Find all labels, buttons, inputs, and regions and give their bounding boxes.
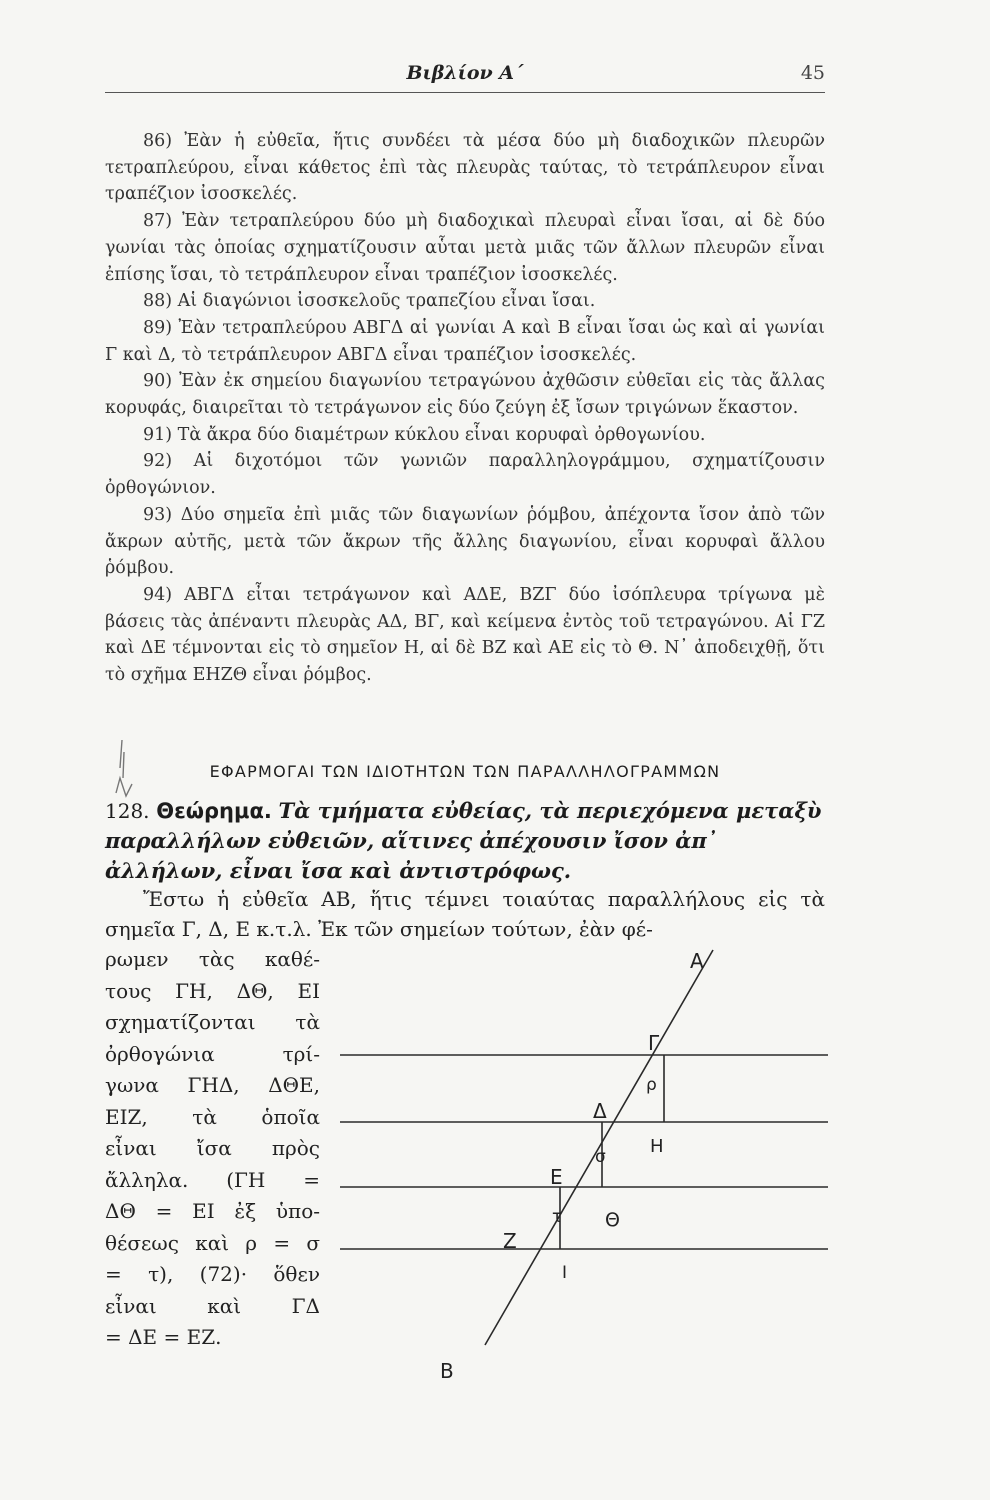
label-rho: ρ	[646, 1075, 657, 1095]
theorem-number: 128.	[105, 799, 150, 823]
proof-line: εἶναι καὶ ΓΔ	[105, 1293, 320, 1318]
page-number: 45	[800, 62, 825, 84]
theorem-statement: Τὰ τμήματα εὐθείας, τὰ περιεχόμενα μεταξὺ παραλλήλων εὐθειῶν, αἵτινες ἀπέχουσιν ἴσον ἀπ᾽ ἀλλήλων, εἶναι ἴσα καὶ ἀντιστρόφως.	[105, 798, 822, 883]
label-H: Η	[650, 1136, 664, 1157]
proof-line: γωνα ΓΗΔ, ΔΘΕ,	[105, 1073, 320, 1097]
label-B: Β	[440, 1359, 454, 1380]
parallel-lines-figure	[340, 940, 830, 1380]
proof-line: ΔΘ = ΕΙ ἐξ ὑπο-	[105, 1199, 320, 1223]
proof-line: ὀρθογώνια τρί-	[105, 1041, 320, 1066]
label-sigma: σ	[595, 1147, 606, 1167]
label-A: Α	[690, 949, 704, 973]
exercise-90: 90) Ἐὰν ἐκ σημείου διαγωνίου τετραγώνου ἀχθῶσιν εὐθεῖαι εἰς τὰς ἄλλας κορυφάς, διαιρεῖται τὸ τετράγωνον εἰς δύο ζεύγη ἐξ ἴσων τριγώνων ἕκαστον.	[105, 371, 825, 419]
exercise-93: 93) Δύο σημεῖα ἐπὶ μιᾶς τῶν διαγωνίων ῥόμβου, ἀπέχοντα ἴσον ἀπὸ τῶν ἄκρων αὐτῆς, μετὰ τῶν ἄκρων τῆς ἄλλης διαγωνίου, εἶναι κορυφαὶ ἄλλου ῥόμβου.	[105, 504, 825, 579]
label-I: Ι	[562, 1263, 568, 1283]
proof-line: ΕΙΖ, τὰ ὁποῖα	[105, 1104, 320, 1129]
label-D: Δ	[593, 1099, 607, 1123]
exercise-86: 86) Ἐὰν ἡ εὐθεῖα, ἥτις συνδέει τὰ μέσα δύο μὴ διαδοχικῶν πλευρῶν τετραπλεύρου, εἶναι κάθετος ἐπὶ τὰς πλευρὰς ταύτας, τὸ τετράπλευρον εἶναι τραπέζιον ἰσοσκελές.	[105, 131, 825, 205]
exercise-89: 89) Ἐὰν τετραπλεύρου ΑΒΓΔ αἱ γωνίαι Α καὶ Β εἶναι ἴσαι ὡς καὶ αἱ γωνίαι Γ καὶ Δ, τὸ τετράπλευρον ΑΒΓΔ εἶναι τραπέζιον ἰσοσκελές.	[105, 317, 825, 365]
book-title: Βιβλίον Α΄	[406, 62, 524, 84]
exercise-91: 91) Τὰ ἄκρα δύο διαμέτρων κύκλου εἶναι κορυφαὶ ὀρθογωνίου.	[143, 424, 706, 445]
label-G: Γ	[648, 1031, 660, 1055]
theorem-label: Θεώρημα.	[156, 799, 272, 823]
label-Th: Θ	[605, 1209, 620, 1231]
proof-line: σχηματίζονται τὰ	[105, 1010, 320, 1034]
section-heading: ΕΦΑΡΜΟΓΑΙ ΤΩΝ ΙΔΙΟΤΗΤΩΝ ΤΩΝ ΠΑΡΑΛΛΗΛΟΓΡΑΜΜΩΝ	[209, 762, 721, 781]
theorem-128	[105, 796, 825, 886]
proof-line: εἶναι ἴσα πρὸς	[105, 1136, 320, 1160]
proof-line: = ΔΕ = ΕΖ.	[105, 1325, 222, 1349]
label-tau: τ	[552, 1207, 563, 1227]
proof-intro-text: Ἔστω ἡ εὐθεῖα ΑΒ, ἥτις τέμνει τοιαύτας παραλλήλους εἰς τὰ σημεῖα Γ, Δ, Ε κ.τ.λ. Ἐκ τῶν σημείων τούτων, ἐὰν φέ-	[105, 887, 825, 941]
running-header	[105, 58, 825, 93]
proof-line: τους ΓΗ, ΔΘ, ΕΙ	[105, 978, 320, 1003]
proof-line: = τ), (72)· ὅθεν	[105, 1262, 320, 1286]
proof-intro	[105, 884, 825, 944]
proof-line: θέσεως καὶ ρ = σ	[105, 1230, 320, 1255]
proof-line: ρωμεν τὰς καθέ-	[105, 947, 320, 971]
label-Z: Ζ	[503, 1229, 517, 1253]
label-E: Ε	[550, 1165, 563, 1189]
exercise-88: 88) Αἱ διαγώνιοι ἰσοσκελοῦς τραπεζίου εἶναι ἴσαι.	[143, 291, 596, 312]
proof-column	[105, 944, 320, 1354]
exercise-87: 87) Ἐὰν τετραπλεύρου δύο μὴ διαδοχικαὶ πλευραὶ εἶναι ἴσαι, αἱ δὲ δύο γωνίαι τὰς ὁποίας σχηματίζουσιν αὗται μετὰ μιᾶς τῶν ἄλλων πλευρῶν εἶναι ἐπίσης ἴσαι, τὸ τετράπλευρον εἶναι τραπέζιον ἰσοσκελές.	[105, 211, 825, 285]
proof-line: ἄλληλα. (ΓΗ =	[105, 1167, 320, 1192]
exercise-list	[105, 128, 825, 689]
exercise-94: 94) ΑΒΓΔ εἶται τετράγωνον καὶ ΑΔΕ, ΒΖΓ δύο ἰσόπλευρα τρίγωνα μὲ βάσεις τὰς ἀπέναντι πλευρὰς ΑΔ, ΒΓ, καὶ κείμενα ἐντὸς τοῦ τετραγώνου. Αἱ ΓΖ καὶ ΔΕ τέμνονται εἰς τὸ σημεῖον Η, αἱ δὲ ΒΖ καὶ ΑΕ εἰς τὸ Θ. Ν᾽ ἀποδειχθῇ, ὅτι τὸ σχῆμα ΕΗΖΘ εἶναι ῥόμβος.	[105, 584, 825, 686]
exercise-92: 92) Αἱ διχοτόμοι τῶν γωνιῶν παραλληλογράμμου, σχηματίζουσιν ὀρθογώνιον.	[105, 451, 825, 499]
